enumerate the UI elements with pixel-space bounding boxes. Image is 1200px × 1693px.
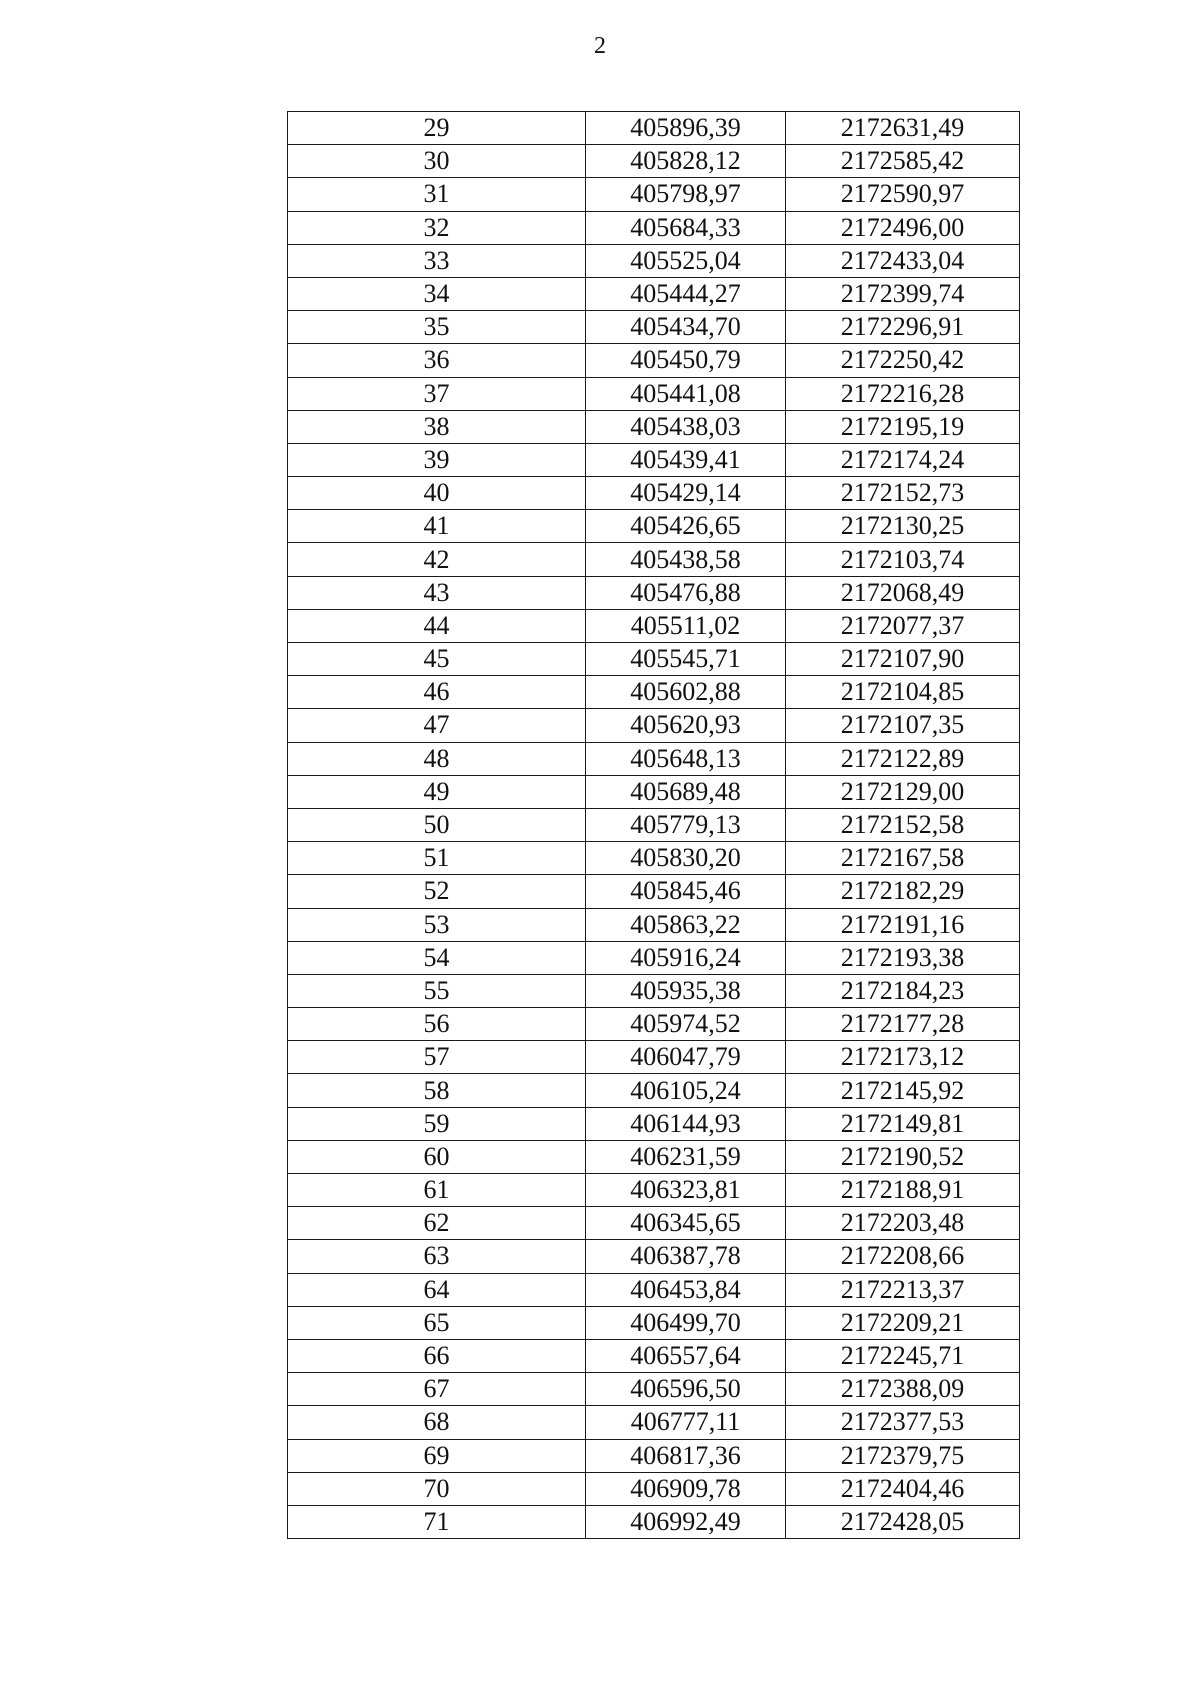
table-row [288, 609, 1020, 642]
y-coordinate-cell: 2172129,00 [786, 775, 1020, 808]
table-row [288, 1273, 1020, 1306]
y-coordinate-cell: 2172433,04 [786, 244, 1020, 277]
table-row [288, 742, 1020, 775]
y-coordinate-cell: 2172130,25 [786, 510, 1020, 543]
y-coordinate-cell: 2172213,37 [786, 1273, 1020, 1306]
x-coordinate-cell: 405438,03 [586, 410, 786, 443]
table-row [288, 1306, 1020, 1339]
y-coordinate-cell: 2172388,09 [786, 1373, 1020, 1406]
y-coordinate-cell: 2172145,92 [786, 1074, 1020, 1107]
table-row [288, 775, 1020, 808]
y-coordinate-cell: 2172077,37 [786, 609, 1020, 642]
table-row [288, 908, 1020, 941]
table-row [288, 510, 1020, 543]
table-row [288, 344, 1020, 377]
point-number-cell: 67 [288, 1373, 586, 1406]
point-number-cell: 42 [288, 543, 586, 576]
y-coordinate-cell: 2172068,49 [786, 576, 1020, 609]
point-number-cell: 58 [288, 1074, 586, 1107]
y-coordinate-cell: 2172173,12 [786, 1041, 1020, 1074]
x-coordinate-cell: 405450,79 [586, 344, 786, 377]
point-number-cell: 48 [288, 742, 586, 775]
point-number-cell: 51 [288, 842, 586, 875]
x-coordinate-cell: 406992,49 [586, 1505, 786, 1538]
table-row [288, 377, 1020, 410]
x-coordinate-cell: 405444,27 [586, 277, 786, 310]
table-row [288, 477, 1020, 510]
point-number-cell: 41 [288, 510, 586, 543]
y-coordinate-cell: 2172203,48 [786, 1207, 1020, 1240]
y-coordinate-cell: 2172631,49 [786, 112, 1020, 145]
x-coordinate-cell: 405441,08 [586, 377, 786, 410]
point-number-cell: 59 [288, 1107, 586, 1140]
y-coordinate-cell: 2172404,46 [786, 1472, 1020, 1505]
y-coordinate-cell: 2172182,29 [786, 875, 1020, 908]
point-number-cell: 31 [288, 178, 586, 211]
point-number-cell: 62 [288, 1207, 586, 1240]
y-coordinate-cell: 2172296,91 [786, 311, 1020, 344]
x-coordinate-cell: 406557,64 [586, 1339, 786, 1372]
y-coordinate-cell: 2172191,16 [786, 908, 1020, 941]
table-row [288, 1472, 1020, 1505]
x-coordinate-cell: 405439,41 [586, 443, 786, 476]
table-row [288, 1373, 1020, 1406]
table-row [288, 311, 1020, 344]
table-row [288, 1041, 1020, 1074]
table-row [288, 676, 1020, 709]
x-coordinate-cell: 405916,24 [586, 941, 786, 974]
point-number-cell: 30 [288, 145, 586, 178]
table-row [288, 1207, 1020, 1240]
y-coordinate-cell: 2172122,89 [786, 742, 1020, 775]
x-coordinate-cell: 406777,11 [586, 1406, 786, 1439]
x-coordinate-cell: 406323,81 [586, 1174, 786, 1207]
table-row [288, 643, 1020, 676]
x-coordinate-cell: 405689,48 [586, 775, 786, 808]
point-number-cell: 32 [288, 211, 586, 244]
x-coordinate-cell: 405525,04 [586, 244, 786, 277]
point-number-cell: 57 [288, 1041, 586, 1074]
point-number-cell: 71 [288, 1505, 586, 1538]
x-coordinate-cell: 405828,12 [586, 145, 786, 178]
y-coordinate-cell: 2172184,23 [786, 974, 1020, 1007]
y-coordinate-cell: 2172245,71 [786, 1339, 1020, 1372]
x-coordinate-cell: 406387,78 [586, 1240, 786, 1273]
point-number-cell: 70 [288, 1472, 586, 1505]
table-row [288, 410, 1020, 443]
table-row [288, 1339, 1020, 1372]
x-coordinate-cell: 405545,71 [586, 643, 786, 676]
point-number-cell: 47 [288, 709, 586, 742]
table-row [288, 842, 1020, 875]
x-coordinate-cell: 405974,52 [586, 1008, 786, 1041]
x-coordinate-cell: 405648,13 [586, 742, 786, 775]
y-coordinate-cell: 2172107,35 [786, 709, 1020, 742]
y-coordinate-cell: 2172590,97 [786, 178, 1020, 211]
point-number-cell: 66 [288, 1339, 586, 1372]
y-coordinate-cell: 2172379,75 [786, 1439, 1020, 1472]
table-row [288, 543, 1020, 576]
table-row [288, 211, 1020, 244]
x-coordinate-cell: 405830,20 [586, 842, 786, 875]
y-coordinate-cell: 2172209,21 [786, 1306, 1020, 1339]
point-number-cell: 64 [288, 1273, 586, 1306]
table-row [288, 443, 1020, 476]
y-coordinate-cell: 2172149,81 [786, 1107, 1020, 1140]
table-row [288, 1008, 1020, 1041]
table-row [288, 145, 1020, 178]
table-row [288, 875, 1020, 908]
y-coordinate-cell: 2172104,85 [786, 676, 1020, 709]
point-number-cell: 60 [288, 1140, 586, 1173]
point-number-cell: 46 [288, 676, 586, 709]
point-number-cell: 54 [288, 941, 586, 974]
table-row [288, 277, 1020, 310]
y-coordinate-cell: 2172208,66 [786, 1240, 1020, 1273]
table-row [288, 1140, 1020, 1173]
table-row [288, 709, 1020, 742]
point-number-cell: 50 [288, 808, 586, 841]
x-coordinate-cell: 406231,59 [586, 1140, 786, 1173]
point-number-cell: 44 [288, 609, 586, 642]
y-coordinate-cell: 2172177,28 [786, 1008, 1020, 1041]
y-coordinate-cell: 2172195,19 [786, 410, 1020, 443]
y-coordinate-cell: 2172103,74 [786, 543, 1020, 576]
y-coordinate-cell: 2172216,28 [786, 377, 1020, 410]
point-number-cell: 56 [288, 1008, 586, 1041]
y-coordinate-cell: 2172193,38 [786, 941, 1020, 974]
x-coordinate-cell: 406817,36 [586, 1439, 786, 1472]
table-row [288, 112, 1020, 145]
point-number-cell: 49 [288, 775, 586, 808]
x-coordinate-cell: 406909,78 [586, 1472, 786, 1505]
y-coordinate-cell: 2172174,24 [786, 443, 1020, 476]
y-coordinate-cell: 2172250,42 [786, 344, 1020, 377]
y-coordinate-cell: 2172399,74 [786, 277, 1020, 310]
x-coordinate-cell: 405845,46 [586, 875, 786, 908]
point-number-cell: 69 [288, 1439, 586, 1472]
point-number-cell: 39 [288, 443, 586, 476]
y-coordinate-cell: 2172167,58 [786, 842, 1020, 875]
point-number-cell: 37 [288, 377, 586, 410]
table-row [288, 1406, 1020, 1439]
y-coordinate-cell: 2172188,91 [786, 1174, 1020, 1207]
table-row [288, 178, 1020, 211]
point-number-cell: 38 [288, 410, 586, 443]
y-coordinate-cell: 2172107,90 [786, 643, 1020, 676]
point-number-cell: 35 [288, 311, 586, 344]
x-coordinate-cell: 405602,88 [586, 676, 786, 709]
y-coordinate-cell: 2172190,52 [786, 1140, 1020, 1173]
y-coordinate-cell: 2172152,58 [786, 808, 1020, 841]
x-coordinate-cell: 405426,65 [586, 510, 786, 543]
x-coordinate-cell: 405863,22 [586, 908, 786, 941]
point-number-cell: 34 [288, 277, 586, 310]
table-row [288, 1074, 1020, 1107]
y-coordinate-cell: 2172585,42 [786, 145, 1020, 178]
point-number-cell: 36 [288, 344, 586, 377]
x-coordinate-cell: 405511,02 [586, 609, 786, 642]
point-number-cell: 43 [288, 576, 586, 609]
y-coordinate-cell: 2172428,05 [786, 1505, 1020, 1538]
point-number-cell: 61 [288, 1174, 586, 1207]
y-coordinate-cell: 2172152,73 [786, 477, 1020, 510]
point-number-cell: 65 [288, 1306, 586, 1339]
page-number: 2 [594, 33, 606, 59]
x-coordinate-cell: 405798,97 [586, 178, 786, 211]
point-number-cell: 52 [288, 875, 586, 908]
x-coordinate-cell: 406453,84 [586, 1273, 786, 1306]
table-row [288, 576, 1020, 609]
point-number-cell: 40 [288, 477, 586, 510]
table-row [288, 1107, 1020, 1140]
coordinates-table [287, 111, 1020, 1539]
x-coordinate-cell: 406144,93 [586, 1107, 786, 1140]
point-number-cell: 55 [288, 974, 586, 1007]
point-number-cell: 53 [288, 908, 586, 941]
x-coordinate-cell: 405896,39 [586, 112, 786, 145]
x-coordinate-cell: 405935,38 [586, 974, 786, 1007]
table-row [288, 808, 1020, 841]
point-number-cell: 45 [288, 643, 586, 676]
table-row [288, 1240, 1020, 1273]
x-coordinate-cell: 405429,14 [586, 477, 786, 510]
table-row [288, 1439, 1020, 1472]
y-coordinate-cell: 2172496,00 [786, 211, 1020, 244]
y-coordinate-cell: 2172377,53 [786, 1406, 1020, 1439]
table-row [288, 1505, 1020, 1538]
x-coordinate-cell: 406499,70 [586, 1306, 786, 1339]
point-number-cell: 63 [288, 1240, 586, 1273]
coordinates-table-body [288, 112, 1020, 1539]
x-coordinate-cell: 405620,93 [586, 709, 786, 742]
x-coordinate-cell: 405779,13 [586, 808, 786, 841]
table-row [288, 244, 1020, 277]
table-row [288, 941, 1020, 974]
x-coordinate-cell: 405476,88 [586, 576, 786, 609]
x-coordinate-cell: 406047,79 [586, 1041, 786, 1074]
x-coordinate-cell: 406345,65 [586, 1207, 786, 1240]
table-row [288, 974, 1020, 1007]
point-number-cell: 33 [288, 244, 586, 277]
x-coordinate-cell: 406105,24 [586, 1074, 786, 1107]
point-number-cell: 68 [288, 1406, 586, 1439]
x-coordinate-cell: 405438,58 [586, 543, 786, 576]
x-coordinate-cell: 405434,70 [586, 311, 786, 344]
x-coordinate-cell: 405684,33 [586, 211, 786, 244]
point-number-cell: 29 [288, 112, 586, 145]
table-row [288, 1174, 1020, 1207]
x-coordinate-cell: 406596,50 [586, 1373, 786, 1406]
